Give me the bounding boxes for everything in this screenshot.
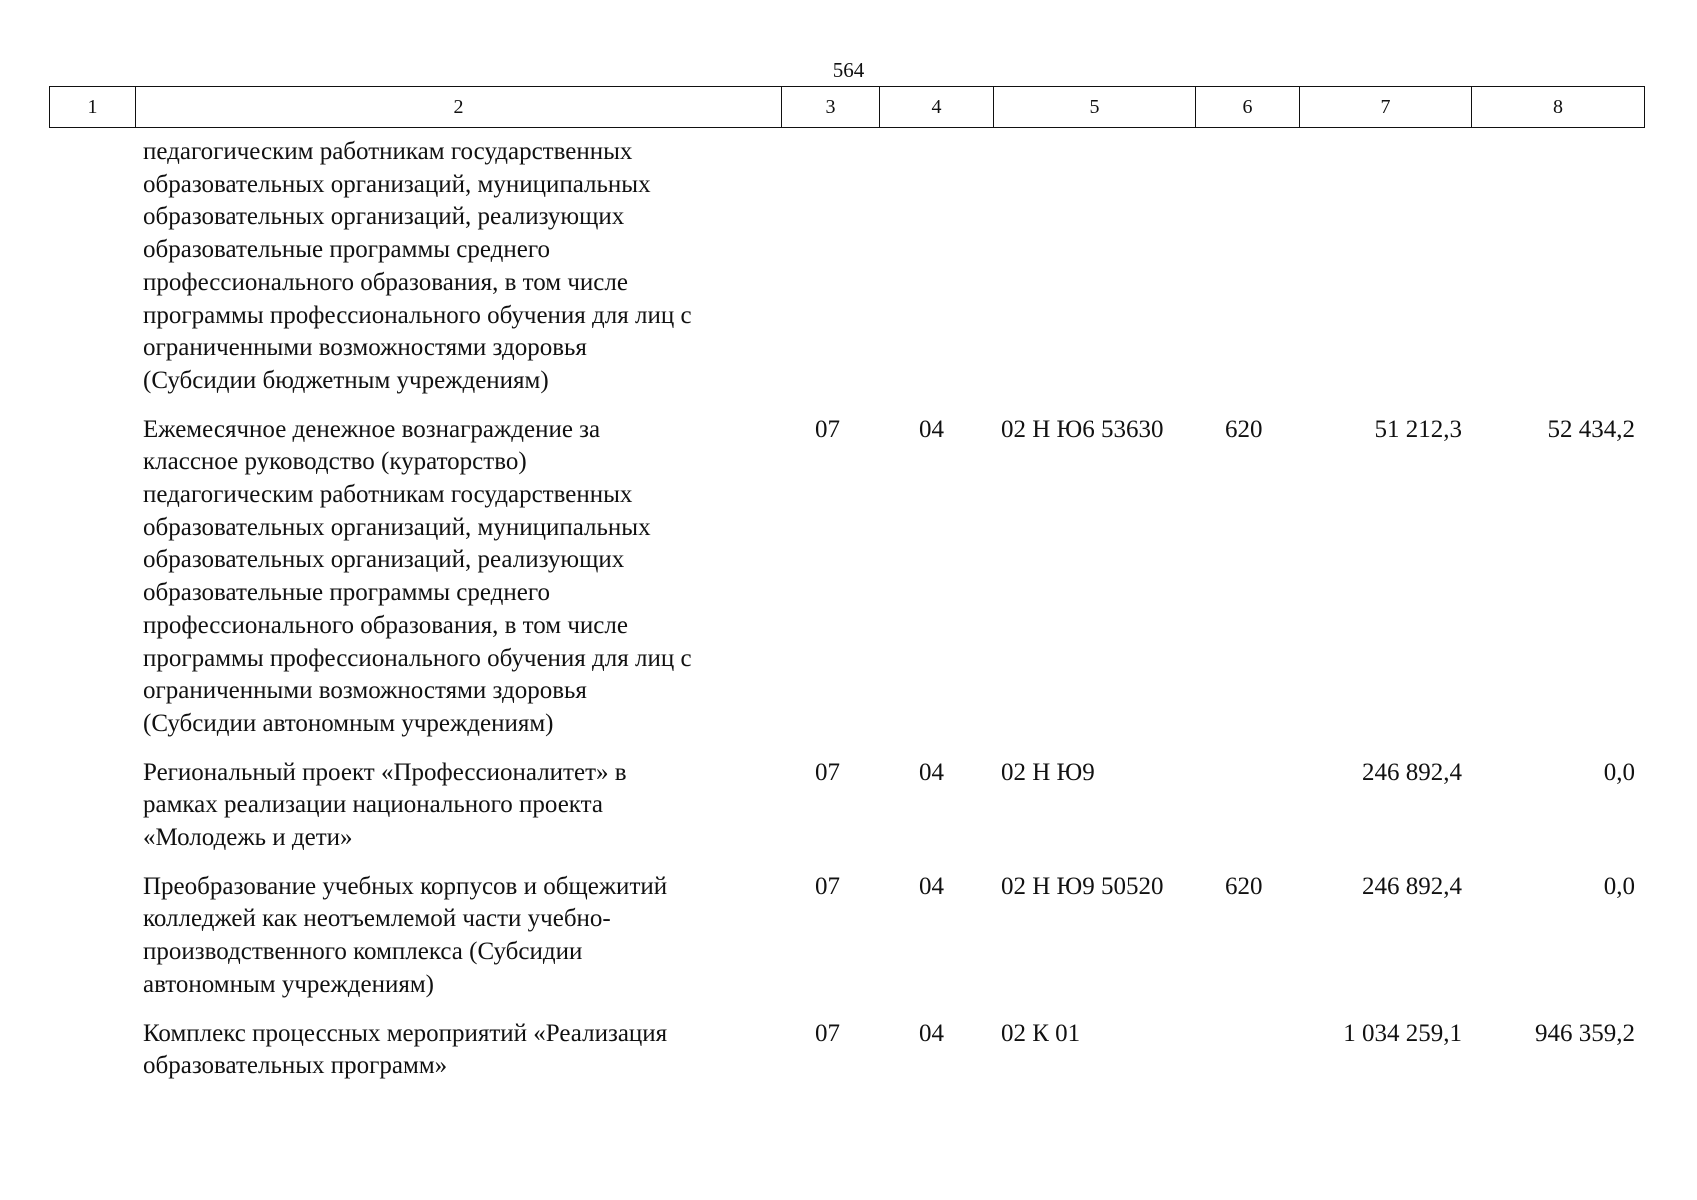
description-line: педагогическим работникам государственных [143,138,633,165]
cell-col-1 [49,414,135,741]
page-number: 564 [832,58,865,82]
description-line: профессионального образования, в том числе [143,268,628,296]
section-code: 07 [815,872,840,900]
item-description [135,414,781,741]
amount-col-8: 52 434,2 [1547,415,1635,443]
cell-col-1 [49,757,135,855]
description-line: образовательные программы среднего [143,236,550,264]
table-row [49,871,1644,1002]
target-article-code: 02 К 01 [1001,1019,1081,1047]
budget-table-body [49,136,1644,1099]
description-line: программы профессионального обучения для лиц с [143,301,692,329]
table-row [49,136,1644,398]
column-header-8: 8 [1472,87,1645,128]
amount-col-7: 51 212,3 [1374,415,1462,443]
table-row [49,757,1644,855]
expense-type-code [1195,757,1299,855]
column-header-4: 4 [880,87,994,128]
description-line: колледжей как неотъемлемой части учебно- [143,905,611,933]
item-description [135,757,781,855]
description-line: образовательных организаций, муниципальных [143,513,651,541]
description-line: образовательных организаций, реализующих [143,203,625,231]
cell-col-1 [49,1018,135,1083]
target-article-code: 02 Н Ю9 [1001,758,1095,786]
subsection-code: 04 [919,1019,944,1047]
subsection-code: 04 [919,415,944,443]
description-line: Преобразование учебных корпусов и общежитий [143,872,668,900]
column-header-6: 6 [1196,87,1300,128]
section-code [781,136,879,398]
column-header-row [50,87,1645,128]
description-line: «Молодежь и дети» [143,824,353,852]
description-line: (Субсидии автономным учреждениям) [143,709,554,737]
section-code: 07 [815,758,840,786]
column-header-2: 2 [136,87,782,128]
column-header-3: 3 [782,87,880,128]
section-code: 07 [815,415,840,443]
description-line: образовательных организаций, реализующих [143,546,625,574]
description-line: рамках реализации национального проекта [143,791,603,819]
expense-type-code [1195,1018,1299,1083]
column-header-5: 5 [994,87,1196,128]
cell-col-1 [49,136,135,398]
description-line: образовательных организаций, муниципальных [143,170,651,198]
description-line: ограниченными возможностями здоровья [143,334,587,362]
description-line: ограниченными возможностями здоровья [143,677,587,705]
description-line: Региональный проект «Профессионалитет» в [143,758,627,786]
expense-type-code: 620 [1225,872,1263,900]
description-line: педагогическим работникам государственных [143,481,633,509]
amount-col-7: 246 892,4 [1362,758,1462,786]
column-header-1: 1 [50,87,136,128]
amount-col-7: 1 034 259,1 [1343,1019,1462,1047]
amount-col-7: 246 892,4 [1362,872,1462,900]
description-line: программы профессионального обучения для лиц с [143,644,692,672]
description-line: (Субсидии бюджетным учреждениям) [143,366,549,394]
item-description [135,136,781,398]
item-description [135,871,781,1002]
amount-col-8: 0,0 [1603,758,1635,786]
description-line: классное руководство (кураторство) [143,448,527,476]
table-row [49,1018,1644,1083]
subsection-code: 04 [919,872,944,900]
table-row [49,414,1644,741]
amount-col-8 [1471,136,1644,398]
description-line: профессионального образования, в том числе [143,611,628,639]
description-line: автономным учреждениям) [143,970,435,998]
amount-col-8: 0,0 [1603,872,1635,900]
column-header-table [49,86,1645,128]
description-line: Ежемесячное денежное вознаграждение за [143,415,601,443]
subsection-code [879,136,993,398]
cell-col-1 [49,871,135,1002]
item-description [135,1018,781,1083]
target-article-code: 02 Н Ю9 50520 [1001,872,1164,900]
target-article-code: 02 Н Ю6 53630 [1001,415,1164,443]
amount-col-8: 946 359,2 [1535,1019,1635,1047]
description-line: образовательные программы среднего [143,579,550,607]
amount-col-7 [1299,136,1471,398]
target-article-code [993,136,1195,398]
column-header-7: 7 [1300,87,1472,128]
expense-type-code [1195,136,1299,398]
description-line: Комплекс процессных мероприятий «Реализация [143,1019,668,1047]
subsection-code: 04 [919,758,944,786]
description-line: образовательных программ» [143,1052,448,1080]
description-line: производственного комплекса (Субсидии [143,938,583,966]
section-code: 07 [815,1019,840,1047]
expense-type-code: 620 [1225,415,1263,443]
